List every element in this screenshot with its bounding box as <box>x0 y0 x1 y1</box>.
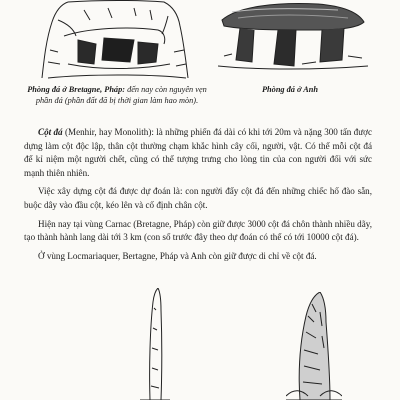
caption-dolmen-bretagne-title: Phòng đá ở Bretagne, Pháp: <box>27 85 125 94</box>
menhir-right-illustration <box>286 292 342 400</box>
caption-dolmen-england: Phòng đá ở Anh <box>261 85 319 94</box>
dolmen-england-illustration <box>218 0 368 72</box>
paragraph-carnac: Hiện nay tại vùng Carnac (Bretagne, Pháp) còn giữ được 3000 cột đá chôn thành nhiều dãy, tạo thành hành lang dài tới 3 km (con số trước đây theo dự đoán có thể có tới 10000 cột đá). <box>24 218 372 243</box>
term-menhir: Cột đá <box>38 127 63 137</box>
paragraph-menhir-definition <box>24 126 372 180</box>
menhir-left-illustration <box>140 288 170 400</box>
article-body <box>24 126 372 268</box>
paragraph-locmariaquer: Ở vùng Locmariaquer, Bertagne, Pháp và Anh còn giữ được di chỉ về cột đá. <box>38 250 317 261</box>
dolmen-bretagne-illustration <box>38 0 193 82</box>
caption-dolmen-bretagne-text: đến nay còn nguyên vẹn phần đá (phần đất đã bị thời gian làm hao mòn). <box>35 85 207 105</box>
paragraph-menhir-construction: Việc xây dựng cột đá được dự đoán là: con người đẩy cột đá đến những chiếc hố đào sẵn, buộc dây vào đầu cột, kéo lên và cố định chân cột. <box>24 186 372 210</box>
caption-dolmen-bretagne <box>22 85 212 106</box>
paragraph-menhir-definition-text: (Menhir, hay Monolith): là những phiến đá dài có khi tới 20m và nặng 300 tấn được dựng làm cột độc lập, thân cột thường chạm khắc hình cây cối, người, vật. Có thể mỗi cột đá để kỉ niệm một người chết, cũng có thể tượng trưng cho lòng tin của con người đối với sức mạnh thiên nhiên. <box>24 127 372 178</box>
